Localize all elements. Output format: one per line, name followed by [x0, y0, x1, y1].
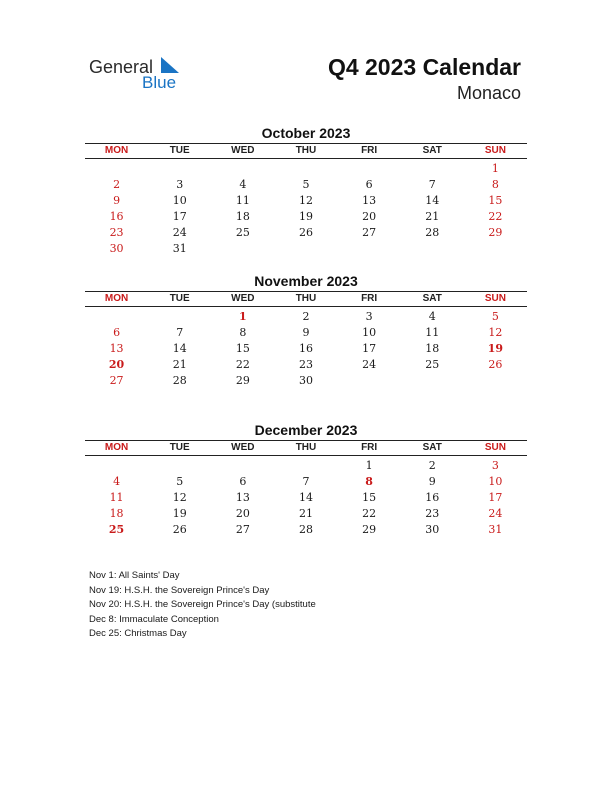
day-cell: 11: [425, 326, 440, 339]
day-cell: 9: [113, 194, 121, 207]
day-cell: 25: [108, 523, 125, 536]
day-cell: 1: [239, 310, 247, 323]
weekday-header: [85, 291, 527, 307]
day-cell: 1: [491, 162, 499, 175]
day-cell: 7: [302, 475, 310, 488]
holiday-note: Dec 8: Immaculate Conception: [89, 613, 219, 625]
day-cell: 28: [298, 523, 313, 536]
day-cell: 12: [172, 491, 187, 504]
day-cell: 4: [239, 178, 247, 191]
day-cell: 5: [491, 310, 499, 323]
weekday-tue: TUE: [169, 442, 190, 453]
day-cell: 20: [235, 507, 250, 520]
weekday-mon: MON: [104, 442, 129, 453]
day-cell: 4: [428, 310, 436, 323]
empty-day-cell: [338, 161, 401, 177]
day-cell: 15: [235, 342, 250, 355]
weekday-thu: THU: [295, 293, 317, 304]
day-cell: 10: [172, 194, 187, 207]
day-cell: 15: [488, 194, 503, 207]
day-cell: 30: [298, 374, 313, 387]
day-cell: 7: [176, 326, 184, 339]
day-cell: 23: [425, 507, 440, 520]
weekday-sun: SUN: [484, 145, 506, 156]
day-cell: 30: [109, 242, 124, 255]
empty-day-cell: [401, 373, 464, 389]
day-cell: 29: [362, 523, 377, 536]
weekday-header: [85, 143, 527, 159]
empty-day-cell: [85, 309, 148, 325]
day-cell: 20: [362, 210, 377, 223]
day-cell: 9: [302, 326, 310, 339]
empty-day-cell: [464, 241, 527, 257]
page-subtitle: Monaco: [456, 83, 521, 103]
flag-icon: [161, 57, 179, 73]
day-cell: 14: [172, 342, 187, 355]
empty-day-cell: [401, 161, 464, 177]
day-cell: 21: [298, 507, 313, 520]
day-cell: 28: [425, 226, 440, 239]
weekday-mon: MON: [104, 145, 129, 156]
weekday-thu: THU: [295, 442, 317, 453]
empty-day-cell: [401, 241, 464, 257]
empty-day-cell: [211, 241, 274, 257]
day-cell: 2: [428, 459, 436, 472]
day-cell: 26: [298, 226, 313, 239]
holiday-notes: [89, 569, 389, 642]
empty-day-cell: [85, 161, 148, 177]
day-cell: 24: [172, 226, 187, 239]
page-title: Q4 2023 Calendar: [327, 54, 521, 80]
empty-day-cell: [274, 241, 337, 257]
day-cell: 7: [428, 178, 436, 191]
day-cell: 4: [113, 475, 121, 488]
day-cell: 29: [235, 374, 250, 387]
day-cell: 9: [428, 475, 436, 488]
month-november: [85, 272, 527, 389]
holiday-note: Nov 19: H.S.H. the Sovereign Prince's Day: [89, 584, 270, 596]
day-cell: 17: [362, 342, 377, 355]
day-cell: 3: [176, 178, 184, 191]
weekday-wed: WED: [231, 293, 255, 304]
holiday-note: Nov 1: All Saints' Day: [89, 570, 180, 581]
day-cell: 12: [488, 326, 503, 339]
day-cell: 11: [109, 491, 124, 504]
weekday-sat: SAT: [422, 145, 442, 156]
logo-blue-text: Blue: [142, 73, 177, 92]
day-cell: 13: [362, 194, 377, 207]
month-october: [85, 124, 527, 257]
day-cell: 14: [425, 194, 440, 207]
day-cell: 8: [491, 178, 499, 191]
day-cell: 18: [235, 210, 250, 223]
day-cell: 16: [425, 491, 440, 504]
month-title: December 2023: [254, 422, 358, 438]
day-cell: 27: [235, 523, 250, 536]
empty-day-cell: [211, 161, 274, 177]
day-cell: 27: [109, 374, 124, 387]
weekday-fri: FRI: [361, 442, 378, 453]
day-cell: 31: [172, 242, 187, 255]
day-cell: 18: [425, 342, 440, 355]
day-cell: 26: [172, 523, 187, 536]
day-grid: [85, 458, 527, 538]
empty-day-cell: [274, 458, 337, 474]
weekday-mon: MON: [104, 293, 129, 304]
day-cell: 12: [298, 194, 313, 207]
day-cell: 16: [109, 210, 124, 223]
day-cell: 30: [425, 523, 440, 536]
empty-day-cell: [85, 458, 148, 474]
day-cell: 2: [113, 178, 121, 191]
day-cell: 13: [235, 491, 250, 504]
day-cell: 23: [109, 226, 124, 239]
day-cell: 21: [425, 210, 440, 223]
day-cell: 27: [362, 226, 377, 239]
weekday-tue: TUE: [169, 145, 190, 156]
weekday-sat: SAT: [422, 442, 442, 453]
day-cell: 24: [362, 358, 377, 371]
logo-general-text: General: [89, 57, 154, 77]
weekday-tue: TUE: [169, 293, 190, 304]
day-cell: 25: [235, 226, 250, 239]
day-cell: 6: [113, 326, 121, 339]
day-cell: 2: [302, 310, 310, 323]
day-cell: 1: [365, 459, 373, 472]
day-cell: 22: [362, 507, 377, 520]
day-cell: 20: [108, 358, 125, 371]
day-cell: 23: [298, 358, 313, 371]
day-cell: 19: [172, 507, 187, 520]
weekday-fri: FRI: [361, 145, 378, 156]
day-cell: 3: [491, 459, 499, 472]
month-title: October 2023: [261, 125, 351, 141]
day-cell: 22: [488, 210, 503, 223]
weekday-wed: WED: [231, 442, 255, 453]
day-cell: 29: [488, 226, 503, 239]
day-cell: 19: [298, 210, 313, 223]
day-cell: 3: [365, 310, 373, 323]
month-december: [85, 421, 527, 538]
empty-day-cell: [148, 161, 211, 177]
day-cell: 28: [172, 374, 187, 387]
day-grid: [85, 309, 527, 389]
weekday-wed: WED: [231, 145, 255, 156]
day-cell: 18: [109, 507, 124, 520]
holiday-note: Nov 20: H.S.H. the Sovereign Prince's Day (substitute: [89, 599, 316, 610]
day-cell: 13: [109, 342, 124, 355]
day-grid: [85, 161, 527, 257]
weekday-fri: FRI: [361, 293, 378, 304]
day-cell: 8: [239, 326, 247, 339]
day-cell: 8: [365, 475, 373, 488]
weekday-sat: SAT: [422, 293, 442, 304]
day-cell: 5: [176, 475, 184, 488]
day-cell: 6: [239, 475, 247, 488]
empty-day-cell: [148, 309, 211, 325]
day-cell: 19: [487, 342, 504, 355]
empty-day-cell: [338, 241, 401, 257]
day-cell: 10: [488, 475, 503, 488]
day-cell: 15: [362, 491, 377, 504]
day-cell: 11: [235, 194, 250, 207]
day-cell: 21: [172, 358, 187, 371]
weekday-sun: SUN: [484, 293, 506, 304]
weekday-header: [85, 440, 527, 456]
empty-day-cell: [338, 373, 401, 389]
day-cell: 10: [362, 326, 377, 339]
day-cell: 31: [488, 523, 503, 536]
day-cell: 22: [235, 358, 250, 371]
weekday-thu: THU: [295, 145, 317, 156]
month-title: November 2023: [254, 273, 358, 289]
day-cell: 6: [365, 178, 373, 191]
day-cell: 14: [298, 491, 313, 504]
day-cell: 26: [488, 358, 503, 371]
day-cell: 25: [425, 358, 440, 371]
empty-day-cell: [274, 161, 337, 177]
day-cell: 17: [488, 491, 503, 504]
day-cell: 5: [302, 178, 310, 191]
empty-day-cell: [211, 458, 274, 474]
holiday-note: Dec 25: Christmas Day: [89, 628, 187, 639]
empty-day-cell: [464, 373, 527, 389]
weekday-sun: SUN: [484, 442, 506, 453]
empty-day-cell: [148, 458, 211, 474]
day-cell: 16: [298, 342, 313, 355]
brand-logo: [89, 56, 199, 96]
day-cell: 17: [172, 210, 187, 223]
day-cell: 24: [488, 507, 503, 520]
